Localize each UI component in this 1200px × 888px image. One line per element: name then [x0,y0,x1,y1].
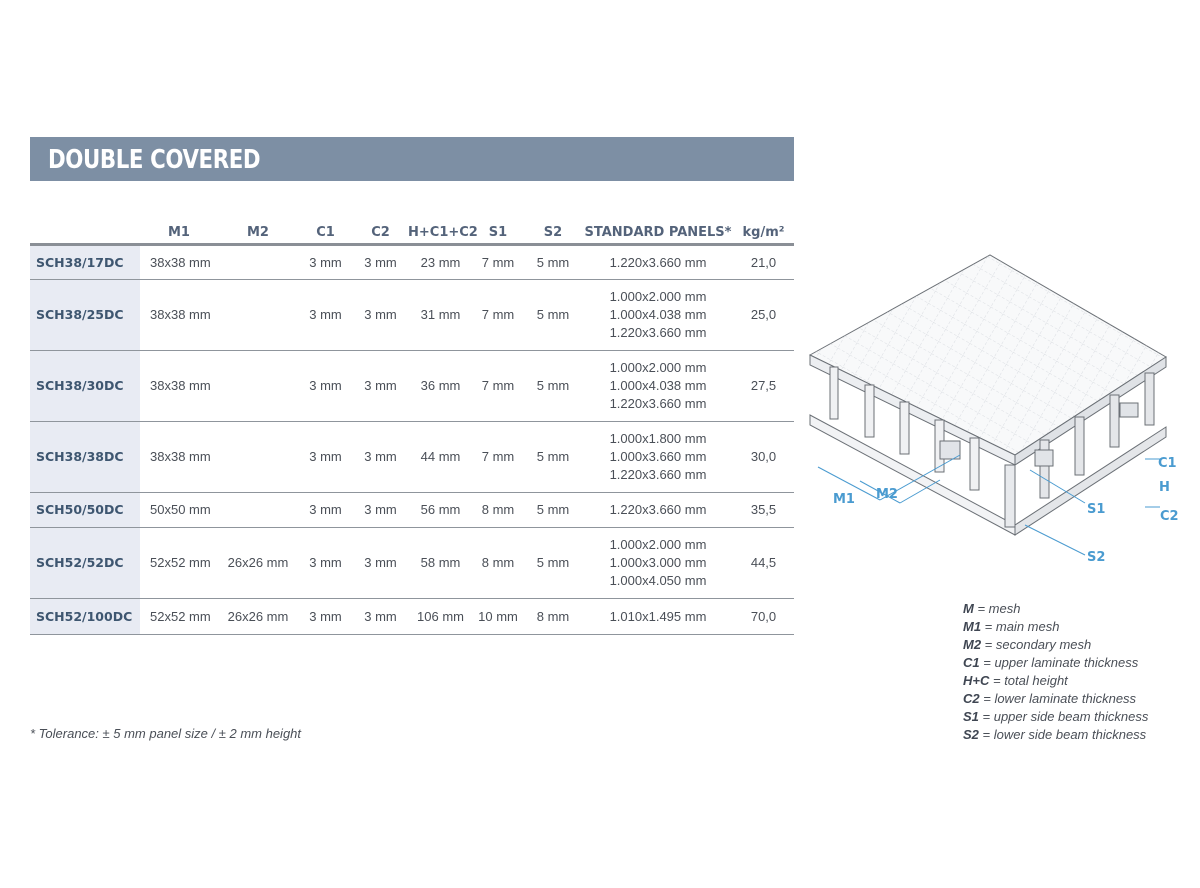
legend-key: M [963,601,974,616]
legend-item [963,636,1148,654]
label-m1: M1 [833,492,855,507]
panel-size: 1.000x4.038 mm [609,307,707,322]
table-row [30,280,794,351]
header-cell: kg/m² [733,221,794,245]
cell-c2: 3 mm [353,422,408,493]
cell-panels [583,528,733,599]
panel-size: 1.000x3.000 mm [609,555,707,570]
header-cell [30,221,140,245]
legend-key: S1 [963,709,979,724]
cell-kg: 25,0 [733,280,794,351]
table-row [30,351,794,422]
cell-m1: 52x52 mm [140,528,218,599]
panel-size: 1.220x3.660 mm [609,254,707,270]
cell-kg: 70,0 [733,599,794,635]
cell-c2: 3 mm [353,528,408,599]
cell-c2: 3 mm [353,493,408,528]
legend-text: = mesh [973,601,1021,616]
cell-h: 31 mm [408,280,473,351]
legend-key: M1 [963,619,982,634]
cell-c2: 3 mm [353,599,408,635]
table-row [30,422,794,493]
legend-key: M2 [963,637,982,652]
cell-m2 [218,493,298,528]
cell-m1: 50x50 mm [140,493,218,528]
cell-kg: 27,5 [733,351,794,422]
legend-item [963,708,1148,726]
tolerance-note: * Tolerance: ± 5 mm panel size / ± 2 mm height [30,726,302,741]
cell-m1: 38x38 mm [140,245,218,280]
cell-panels [583,280,733,351]
legend-text: = upper laminate thickness [979,655,1139,670]
product-code: SCH38/30DC [30,351,140,422]
cell-c1: 3 mm [298,245,353,280]
cell-c1: 3 mm [298,422,353,493]
cell-s1: 7 mm [473,422,523,493]
panel-size: 1.220x3.660 mm [609,467,707,482]
cell-m1: 38x38 mm [140,351,218,422]
legend-text: = upper side beam thickness [978,709,1149,724]
cell-m1: 38x38 mm [140,280,218,351]
panel-size: 1.000x2.000 mm [609,360,707,375]
panel-size: 1.010x1.495 mm [609,608,707,624]
header-cell: S2 [523,221,583,245]
product-code: SCH38/25DC [30,280,140,351]
section-title: DOUBLE COVERED [48,145,261,175]
legend-text: = main mesh [981,619,1060,634]
cell-m1: 38x38 mm [140,422,218,493]
cell-kg: 44,5 [733,528,794,599]
panel-size: 1.000x1.800 mm [609,431,707,446]
cell-s2: 5 mm [523,245,583,280]
table-body [30,245,794,635]
legend-item [963,600,1148,618]
cell-m2: 26x26 mm [218,599,298,635]
panel-size: 1.000x2.000 mm [609,289,707,304]
cell-c1: 3 mm [298,280,353,351]
cell-s2: 5 mm [523,528,583,599]
product-code: SCH52/100DC [30,599,140,635]
legend-key: H+C [963,673,990,688]
cell-c1: 3 mm [298,351,353,422]
specifications-table [30,221,794,635]
label-c1: C1 [1158,456,1177,471]
cell-kg: 21,0 [733,245,794,280]
cell-panels [583,422,733,493]
legend [963,600,1148,744]
header-cell: C2 [353,221,408,245]
legend-text: = total height [989,673,1068,688]
cell-m2 [218,280,298,351]
cell-c2: 3 mm [353,280,408,351]
header-cell: M2 [218,221,298,245]
header-cell: C1 [298,221,353,245]
legend-item [963,672,1148,690]
legend-key: C2 [963,691,980,706]
table-row [30,493,794,528]
cell-kg: 35,5 [733,493,794,528]
header-cell: STANDARD PANELS* [583,221,733,245]
cell-s1: 7 mm [473,351,523,422]
cell-s2: 5 mm [523,351,583,422]
legend-text: = lower side beam thickness [978,727,1147,742]
legend-key: S2 [963,727,979,742]
cell-h: 44 mm [408,422,473,493]
panel-size: 1.220x3.660 mm [609,502,707,517]
cell-h: 23 mm [408,245,473,280]
header-cell: H+C1+C2 [408,221,473,245]
header-cell: M1 [140,221,218,245]
cell-m1: 52x52 mm [140,599,218,635]
table-row [30,528,794,599]
cell-s2: 5 mm [523,280,583,351]
cell-s1: 8 mm [473,493,523,528]
cell-panels [583,245,733,280]
cell-s1: 10 mm [473,599,523,635]
header-cell: S1 [473,221,523,245]
legend-item [963,726,1148,744]
cell-s2: 5 mm [523,422,583,493]
legend-item [963,690,1148,708]
cell-h: 36 mm [408,351,473,422]
panel-drawing [810,255,1166,535]
legend-text: = lower laminate thickness [979,691,1137,706]
panel-size: 1.220x3.660 mm [609,325,707,340]
panel-size: 1.000x4.050 mm [609,573,707,588]
cell-m2 [218,351,298,422]
table-header [30,221,794,245]
cell-c2: 3 mm [353,351,408,422]
cell-s1: 7 mm [473,280,523,351]
cell-h: 106 mm [408,599,473,635]
section-banner [30,137,794,181]
cell-h: 58 mm [408,528,473,599]
cell-m2 [218,245,298,280]
cell-c1: 3 mm [298,528,353,599]
product-code: SCH52/52DC [30,528,140,599]
cell-kg: 30,0 [733,422,794,493]
cell-c1: 3 mm [298,493,353,528]
cell-panels [583,351,733,422]
product-code: SCH50/50DC [30,493,140,528]
panel-size: 1.220x3.660 mm [609,396,707,411]
cell-s2: 5 mm [523,493,583,528]
cell-c1: 3 mm [298,599,353,635]
cell-s1: 8 mm [473,528,523,599]
panel-size: 1.000x3.660 mm [609,449,707,464]
label-s2: S2 [1087,550,1106,565]
label-m2: M2 [876,487,898,502]
legend-item [963,618,1148,636]
cell-m2: 26x26 mm [218,528,298,599]
cell-s1: 7 mm [473,245,523,280]
grating-diagram [800,245,1200,575]
cell-panels [583,493,733,528]
label-s1: S1 [1087,502,1106,517]
legend-key: C1 [963,655,980,670]
panel-size: 1.000x2.000 mm [609,537,707,552]
table-row [30,245,794,280]
legend-text: = secondary mesh [981,637,1092,652]
cell-c2: 3 mm [353,245,408,280]
label-h: H [1159,480,1170,495]
table-row [30,599,794,635]
label-c2: C2 [1160,509,1179,524]
cell-panels [583,599,733,635]
legend-item [963,654,1148,672]
cell-h: 56 mm [408,493,473,528]
cell-m2 [218,422,298,493]
product-code: SCH38/38DC [30,422,140,493]
cell-s2: 8 mm [523,599,583,635]
panel-size: 1.000x4.038 mm [609,378,707,393]
product-code: SCH38/17DC [30,245,140,280]
